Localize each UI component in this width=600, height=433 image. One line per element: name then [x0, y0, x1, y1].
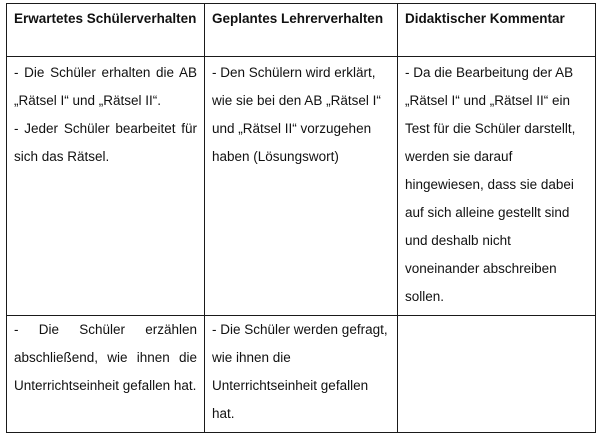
cell-schuelerverhalten	[7, 57, 205, 316]
cell-paragraph: - Die Schüler werden gefragt, wie ihnen die Unterrichtseinheit gefallen hat.	[212, 322, 388, 421]
table-row	[7, 316, 596, 433]
cell-paragraph: - Da die Bearbeitung der AB „Rätsel I“ und „Rätsel II“ ein Test für die Schüler darstellt, werden sie darauf hingewiesen, dass sie dabei auf sich alleine gestellt sind und deshalb nicht voneinander abschreiben sollen.	[405, 65, 576, 304]
cell-kommentar-empty	[398, 316, 596, 433]
header-didaktischer-kommentar: Didaktischer Kommentar	[398, 4, 596, 57]
cell-lehrerverhalten	[205, 57, 398, 316]
table-header-row	[7, 4, 596, 57]
cell-paragraph: - Die Schüler erzählen abschließend, wie ihnen die Unterrichtseinheit gefallen hat.	[14, 322, 197, 393]
cell-schuelerverhalten	[7, 316, 205, 433]
cell-paragraph: - Die Schüler erhalten die AB „Rätsel I“ und „Rätsel II“.	[14, 65, 197, 108]
table-row	[7, 57, 596, 316]
cell-paragraph: - Den Schülern wird erklärt, wie sie bei den AB „Rätsel I“ und „Rätsel II“ vorzugehen haben (Lösungswort)	[212, 65, 381, 164]
cell-kommentar	[398, 57, 596, 316]
cell-paragraph: - Jeder Schüler bearbeitet für sich das Rätsel.	[14, 121, 197, 164]
cell-lehrerverhalten	[205, 316, 398, 433]
header-geplantes-lehrerverhalten: Geplantes Lehrerverhalten	[205, 4, 398, 57]
lesson-plan-table	[6, 3, 596, 433]
header-erwartetes-schuelerverhalten: Erwartetes Schülerverhalten	[7, 4, 205, 57]
